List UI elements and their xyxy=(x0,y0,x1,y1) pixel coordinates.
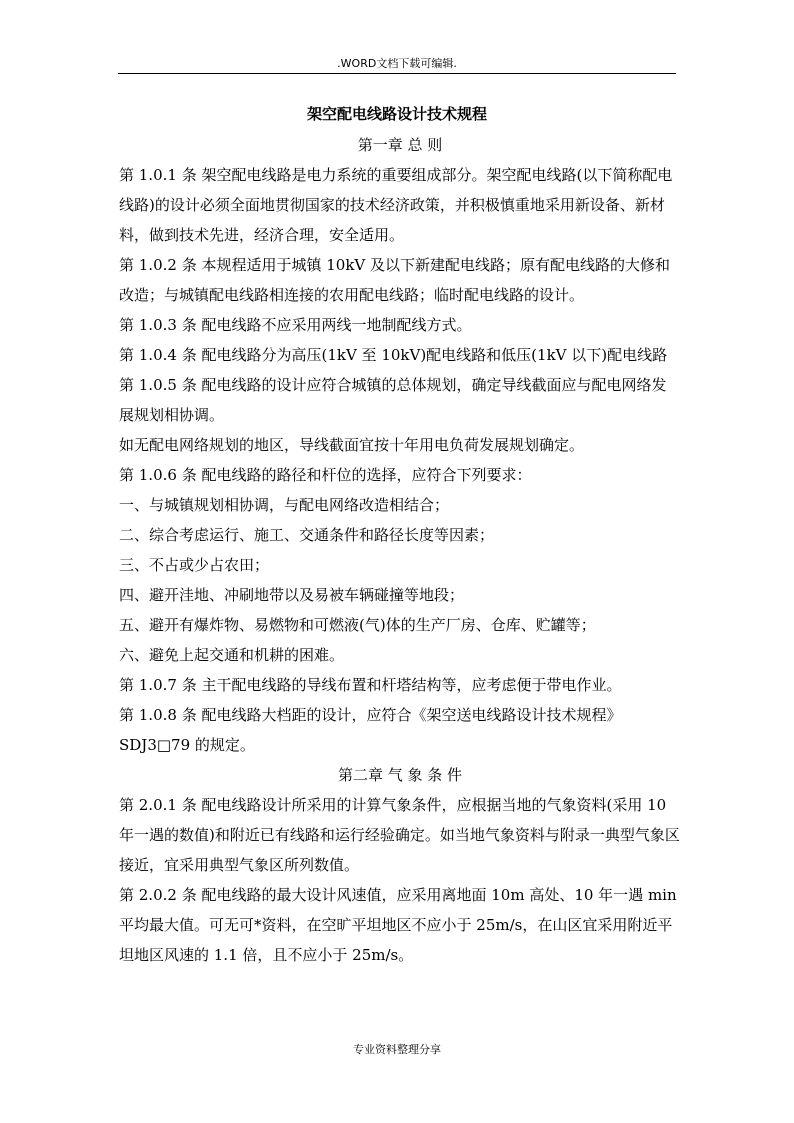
paragraph: 第 2.0.1 条 配电线路设计所采用的计算气象条件，应根据当地的气象资料(采用 10 年一遇的数值)和附近已有线路和运行经验确定。如当地气象资料与附录一典型气象区接近，宜采用典型气象区所列数值。 xyxy=(119,796,680,874)
paragraph: 第 2.0.2 条 配电线路的最大设计风速值，应采用离地面 10m 高处、10 年一遇 min 平均最大值。可无可*资料，在空旷平坦地区不应小于 25m/s，在山区宜采用附近平坦地区风速的 1.1 倍，且不应小于 25m/s。 xyxy=(119,886,677,964)
chapter-heading: 第一章 总 则 xyxy=(357,136,443,154)
paragraph: 第 1.0.1 条 架空配电线路是电力系统的重要组成部分。架空配电线路(以下简称配电线路)的设计必须全面地贯彻国家的技术经济政策，并积极慎重地采用新设备、新材料，做到技术先进，经济合理，安全适用。 xyxy=(119,166,673,244)
paragraph: 第 1.0.3 条 配电线路不应采用两线一地制配线方式。 xyxy=(119,316,472,334)
paragraph: 第 1.0.6 条 配电线路的路径和杆位的选择，应符合下列要求： xyxy=(119,466,532,484)
paragraph: 第 1.0.5 条 配电线路的设计应符合城镇的总体规划，确定导线截面应与配电网络发展规划相协调。 xyxy=(119,376,667,424)
list-item: 六、避免上起交通和机耕的困难。 xyxy=(119,646,345,664)
list-item: 四、避开洼地、冲刷地带以及易被车辆碰撞等地段； xyxy=(119,586,465,604)
paragraph: 第 1.0.8 条 配电线路大档距的设计，应符合《架空送电线路设计技术规程》SDJ3□79 的规定。 xyxy=(119,706,622,754)
paragraph: 第 1.0.2 条 本规程适用于城镇 10kV 及以下新建配电线路；原有配电线路的大修和改造；与城镇配电线路相连接的农用配电线路；临时配电线路的设计。 xyxy=(119,256,671,304)
list-item: 二、综合考虑运行、施工、交通条件和路径长度等因素； xyxy=(119,526,495,544)
page-footer: 专业资料整理分享 xyxy=(353,1043,441,1056)
list-item: 一、与城镇规划相协调，与配电网络改造相结合； xyxy=(119,496,450,514)
list-item: 五、避开有爆炸物、易燃物和可燃液(气)体的生产厂房、仓库、贮罐等； xyxy=(119,616,596,634)
list-item: 三、不占或少占农田； xyxy=(119,556,270,574)
document-title: 架空配电线路设计技术规程 xyxy=(306,105,487,123)
paragraph: 第 1.0.7 条 主干配电线路的导线布置和杆塔结构等，应考虑便于带电作业。 xyxy=(119,676,622,694)
header-divider xyxy=(118,73,676,74)
document-body xyxy=(119,130,681,970)
paragraph: 第 1.0.4 条 配电线路分为高压(1kV 至 10kV)配电线路和低压(1kV 以下)配电线路 xyxy=(119,346,668,364)
page-header: .WORD文档下载可编辑. xyxy=(337,57,457,70)
paragraph: 如无配电网络规划的地区，导线截面宜按十年用电负荷发展规划确定。 xyxy=(119,436,585,454)
chapter-heading: 第二章 气 象 条 件 xyxy=(337,766,463,784)
